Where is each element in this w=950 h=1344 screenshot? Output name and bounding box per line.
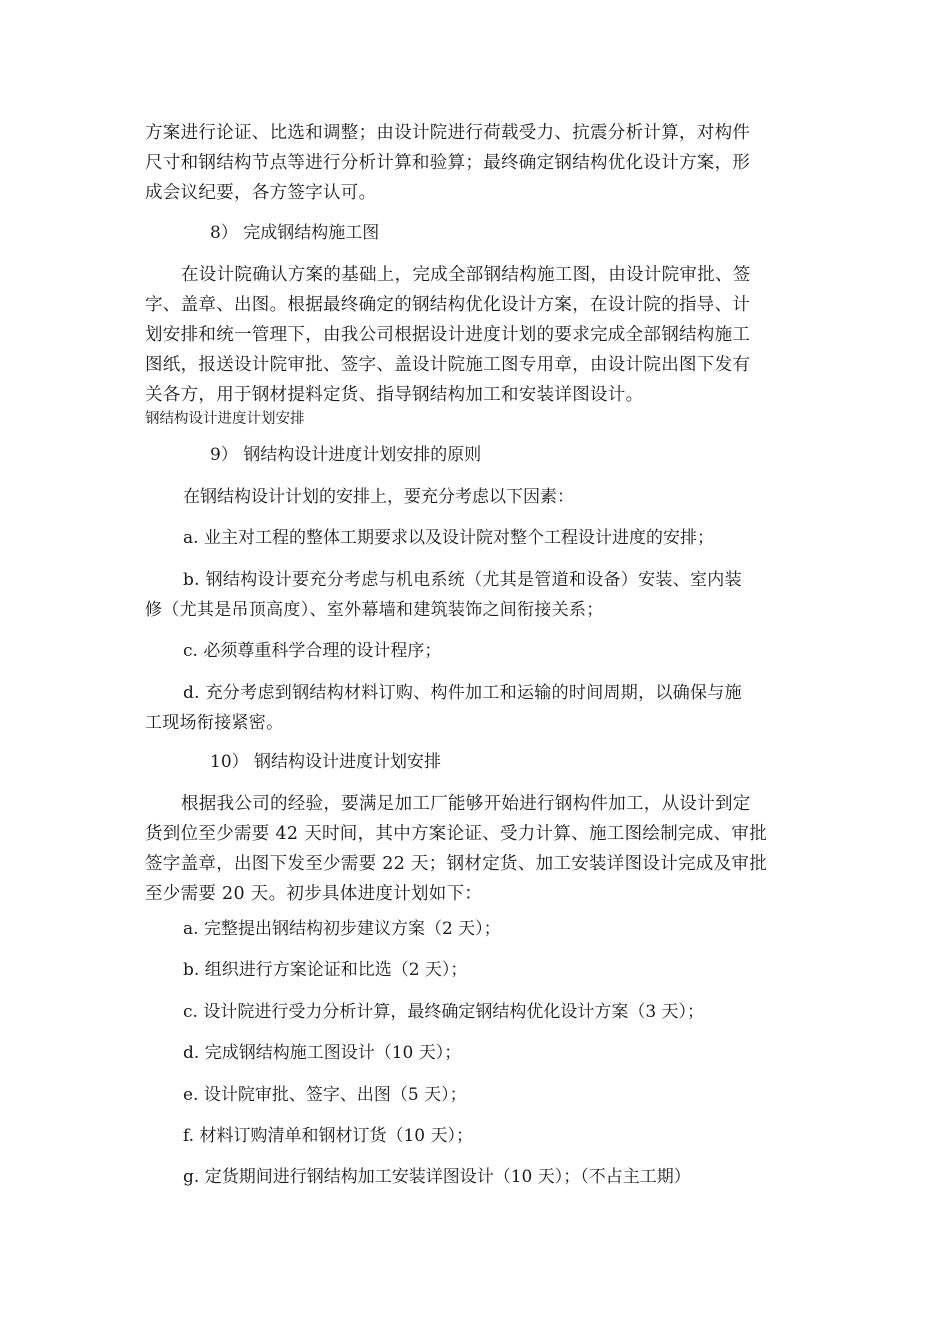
text-line: 方案进行论证、比选和调整；由设计院进行荷载受力、抗震分析计算，对构件 xyxy=(145,123,751,143)
text-line: d. 充分考虑到钢结构材料订购、构件加工和运输的时间周期，以确保与施 xyxy=(183,683,742,703)
text-line: 工现场衔接紧密。 xyxy=(145,713,284,733)
paragraph-schedule-intro xyxy=(145,789,809,909)
paragraph-intro-continuation xyxy=(145,118,809,208)
list-item-schedule-d: d. 完成钢结构施工图设计（10 天）； xyxy=(183,1043,462,1063)
text-line: 图纸，报送设计院审批、签字、盖设计院施工图专用章，由设计院出图下发有 xyxy=(145,355,751,375)
small-section-heading: 钢结构设计进度计划安排 xyxy=(145,411,305,427)
text-line: 关各方，用于钢材提料定货、指导钢结构加工和安装详图设计。 xyxy=(145,385,644,405)
text-line: 在设计院确认方案的基础上，完成全部钢结构施工图，由设计院审批、签 xyxy=(181,265,751,285)
text-line: 签字盖章，出图下发至少需要 22 天；钢材定货、加工安装详图设计完成及审批 xyxy=(145,854,767,874)
list-item-schedule-a: a. 完整提出钢结构初步建议方案（2 天）； xyxy=(183,919,501,939)
list-item-principle-b xyxy=(145,565,809,625)
section-heading-8: 8） 完成钢结构施工图 xyxy=(210,223,380,243)
text-line: 划安排和统一管理下，由我公司根据设计进度计划的要求完成全部钢结构施工 xyxy=(145,325,751,345)
section-heading-10: 10） 钢结构设计进度计划安排 xyxy=(210,752,442,772)
text-line: 字、盖章、出图。根据最终确定的钢结构优化设计方案，在设计院的指导、计 xyxy=(145,295,751,315)
paragraph-construction-drawings xyxy=(145,260,809,410)
list-item-schedule-e: e. 设计院审批、签字、出图（5 天）； xyxy=(183,1085,467,1105)
text-line: 至少需要 20 天。初步具体进度计划如下： xyxy=(145,884,483,904)
text-line: 尺寸和钢结构节点等进行分析计算和验算；最终确定钢结构优化设计方案，形 xyxy=(145,153,751,173)
section-heading-9: 9） 钢结构设计进度计划安排的原则 xyxy=(210,445,482,465)
list-item-schedule-b: b. 组织进行方案论证和比选（2 天）； xyxy=(183,960,468,980)
text-line: 货到位至少需要 42 天时间，其中方案论证、受力计算、施工图绘制完成、审批 xyxy=(145,824,767,844)
text-line: 成会议纪要，各方签字认可。 xyxy=(145,183,377,203)
text-line: b. 钢结构设计要充分考虑与机电系统（尤其是管道和设备）安装、室内装 xyxy=(183,570,742,590)
list-item-schedule-c: c. 设计院进行受力分析计算，最终确定钢结构优化设计方案（3 天）； xyxy=(183,1002,705,1022)
list-item-principle-d xyxy=(145,678,809,738)
text-line: 修（尤其是吊顶高度）、室外幕墙和建筑装饰之间衔接关系； xyxy=(145,600,604,620)
paragraph-principles-intro: 在钢结构设计计划的安排上，要充分考虑以下因素： xyxy=(183,487,574,507)
list-item-schedule-f: f. 材料订购清单和钢材订货（10 天）； xyxy=(183,1126,474,1146)
list-item-schedule-g: g. 定货期间进行钢结构加工安装详图设计（10 天）；（不占主工期） xyxy=(183,1167,691,1187)
list-item-principle-a: a. 业主对工程的整体工期要求以及设计院对整个工程设计进度的安排； xyxy=(183,528,714,548)
text-line: 根据我公司的经验，要满足加工厂能够开始进行钢构件加工，从设计到定 xyxy=(181,794,751,814)
list-item-principle-c: c. 必须尊重科学合理的设计程序； xyxy=(183,641,442,661)
